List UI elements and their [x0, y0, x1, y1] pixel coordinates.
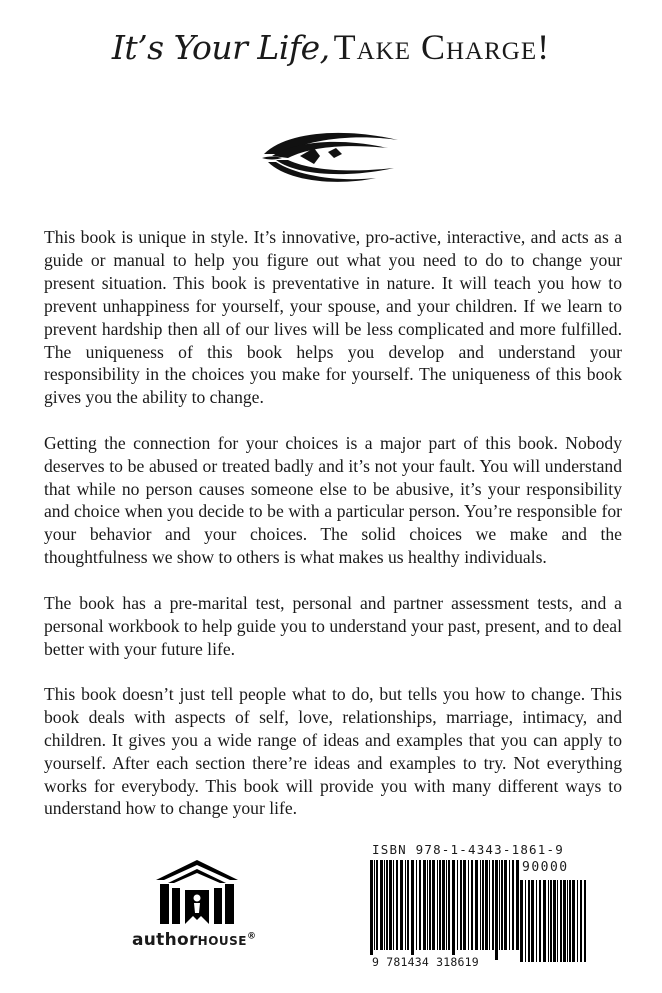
title-italic-part: It’s Your Life, — [111, 28, 330, 67]
barcode-bar — [580, 880, 582, 962]
barcode-bar — [509, 860, 510, 950]
barcode-bar — [396, 860, 398, 950]
authorhouse-logo-icon — [152, 858, 242, 926]
barcode-bar — [386, 860, 388, 950]
barcode-bar — [429, 860, 431, 950]
barcode-bar — [557, 880, 558, 962]
barcode-bar — [577, 880, 578, 962]
barcode-bar — [439, 860, 441, 950]
cover-blurb — [44, 226, 622, 843]
barcode-bar — [448, 860, 450, 950]
blurb-paragraph-4: This book doesn’t just tell people what to do, but tells you how to change. This book deals with aspects of self, love, relationships, marriage, intimacy, and children. It gives you a wide range of ideas and examples that you can apply to yourself. After each section there’re ideas and examples to try. Not everything works for everybody. This book will provide you with many different ways to understand how to change your life. — [44, 683, 622, 819]
barcode-bar — [567, 880, 568, 962]
barcode-bar — [548, 880, 549, 962]
barcode-bar — [525, 880, 526, 962]
barcode-bar — [423, 860, 426, 950]
publisher-logo — [132, 858, 272, 978]
barcode-bar — [374, 860, 375, 950]
barcode-bar — [460, 860, 462, 950]
barcode-bar — [553, 880, 556, 962]
barcode-bar — [572, 880, 575, 962]
barcode-bar — [407, 860, 409, 950]
barcode-bar — [543, 880, 546, 962]
ean-barcode-bars — [370, 860, 520, 960]
barcode-bar — [437, 860, 438, 950]
barcode-bar — [370, 860, 373, 960]
barcode-bar — [536, 880, 537, 962]
barcode-bar — [520, 880, 523, 962]
barcode-bar — [560, 880, 562, 962]
barcode-bar — [501, 860, 503, 950]
barcode-bar — [463, 860, 466, 950]
barcode-bar — [384, 860, 385, 950]
flourish-ornament-icon — [258, 126, 406, 186]
barcode-bar — [468, 860, 469, 950]
isbn-label: ISBN 978-1-4343-1861-9 — [372, 842, 564, 857]
barcode-bar — [489, 860, 490, 950]
publisher-name — [132, 930, 272, 950]
barcode-bar — [499, 860, 500, 950]
barcode-bar — [416, 860, 417, 950]
barcode-bar — [480, 860, 481, 950]
barcode-bar — [446, 860, 447, 950]
publisher-name-caps: HOUSE — [197, 934, 247, 948]
barcode-bar — [393, 860, 394, 950]
barcode-bar — [569, 880, 571, 962]
ean-digits: 9 781434 318619 — [372, 955, 479, 969]
barcode-bar — [516, 860, 519, 950]
barcode-bar — [584, 880, 586, 962]
blurb-paragraph-1: This book is unique in style. It’s innovative, pro-active, interactive, and acts as a guide or manual to help you figure out what you need to do to change your present situation. This book is preventative in nature. It will teach you how to prevent unhappiness for yourself, your spouse, and your children. If we learn to prevent hardship then all of our lives will be less complicated and more fulfilled. The uniqueness of this book helps you develop and understand your responsibility in the choices you make for yourself. The uniqueness of this book gives you the ability to change. — [44, 227, 622, 408]
blurb-paragraph-2: Getting the connection for your choices is a major part of this book. Nobody deserves to be abused or treated badly and it’s not your fault. You will understand that while no person causes someone else to be abusive, it’s your responsibility and choice when you decide to be with a particular person. You’re responsible for your behavior and your choices. The solid choices we make and the thoughtfulness we show to others is what makes us healthy individuals. — [44, 432, 622, 568]
title-caps-part: Take Charge! — [333, 27, 551, 67]
barcode-bar — [405, 860, 406, 950]
barcode-bar — [457, 860, 458, 950]
barcode-bar — [531, 880, 534, 962]
barcode-bar — [442, 860, 445, 950]
barcode-bar — [492, 860, 494, 950]
barcode-bar — [411, 860, 414, 960]
barcode-bar — [419, 860, 421, 950]
barcode-bar — [376, 860, 378, 950]
blurb-paragraph-3: The book has a pre-marital test, personal and partner assessment tests, and a personal workbook to help guide you to understand your past, present, and to deal better with your future life. — [44, 592, 622, 659]
price-addon-number: 90000 — [522, 860, 569, 875]
barcode-bar — [432, 860, 435, 950]
barcode-bar — [400, 860, 403, 950]
barcode-bar — [563, 880, 566, 962]
barcode-bar — [471, 860, 473, 950]
barcode-bar — [452, 860, 455, 960]
barcode-bar — [512, 860, 514, 950]
barcode-bar — [427, 860, 428, 950]
barcode-bar — [485, 860, 488, 950]
barcode-bar — [539, 880, 541, 962]
barcode-bar — [495, 860, 498, 960]
barcode-bar — [550, 880, 552, 962]
registered-mark: ® — [247, 931, 257, 942]
barcode-bar — [528, 880, 530, 962]
barcode-bar — [475, 860, 478, 950]
barcode-bar — [389, 860, 392, 950]
cover-title — [0, 26, 662, 68]
barcode-bar — [482, 860, 484, 950]
addon-barcode-bars — [520, 880, 586, 972]
barcode-bar — [380, 860, 383, 950]
isbn-barcode — [370, 842, 590, 972]
publisher-name-lower: author — [132, 930, 198, 950]
barcode-bar — [504, 860, 507, 950]
